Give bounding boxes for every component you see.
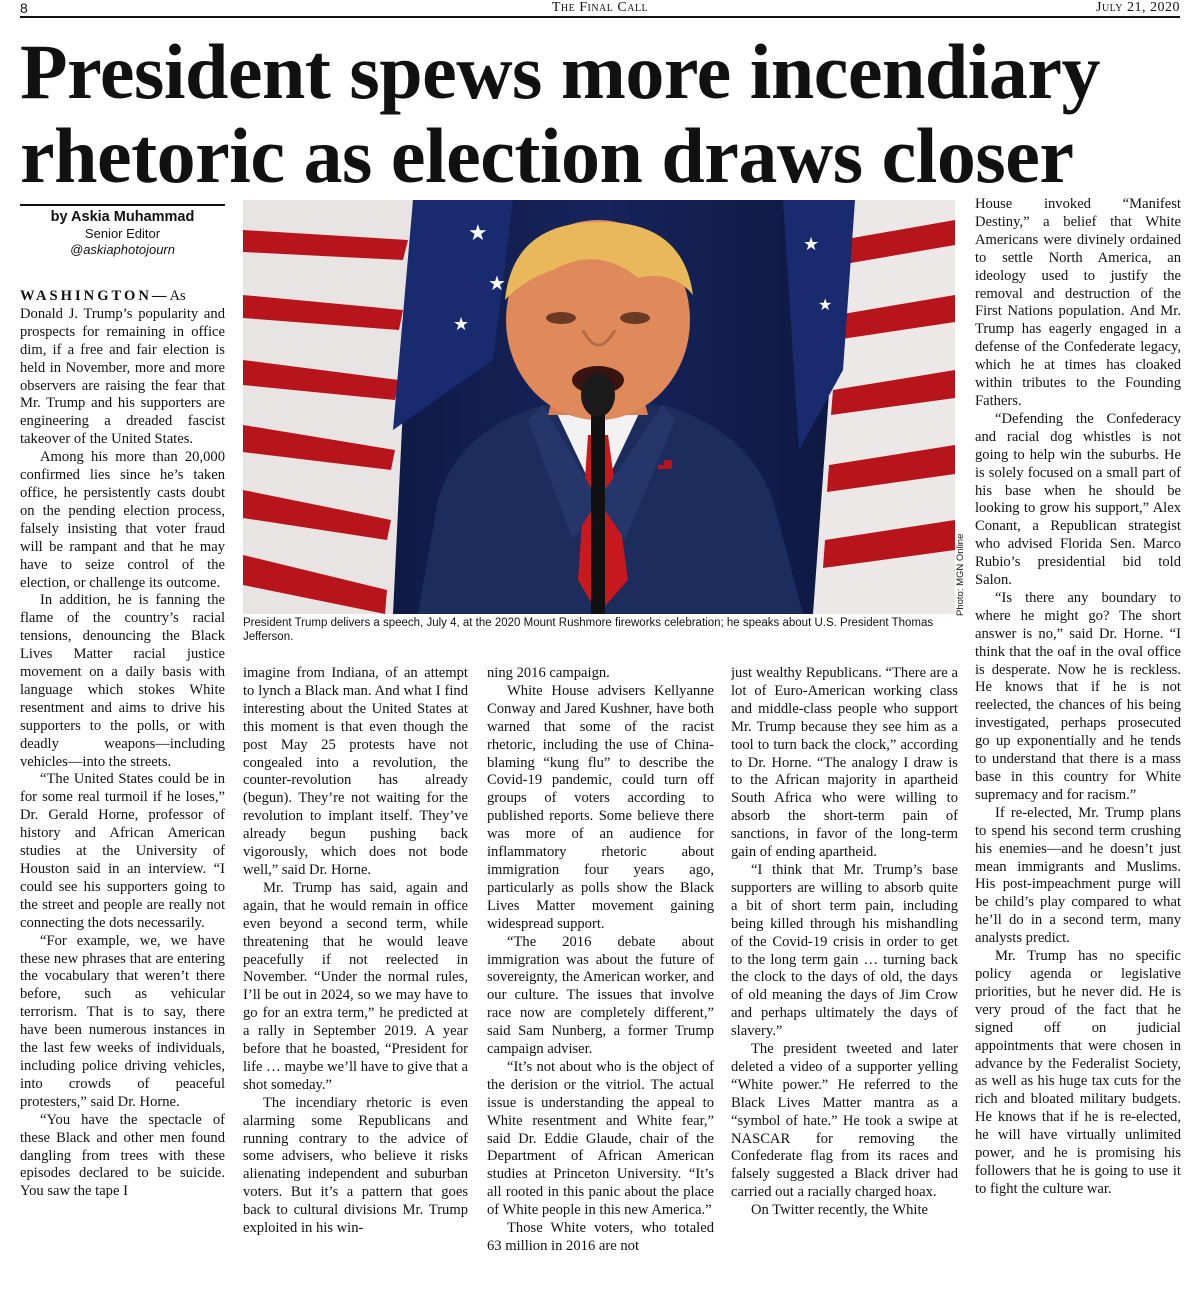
paragraph: “The United States could be in for some real turmoil if he loses,” Dr. Gerald Horne, professor of history and African American studies at the University of Houston said in an interview. “I could see his supporters going to the street and people are really not connecting the dots necessarily. (20, 771, 225, 931)
paragraph: In addition, he is fanning the flame of the country’s racial tensions, denouncing the Black Lives Matter racial justice movement on a daily basis with language which stokes White resentment and aims to drive his supporters to the polls, or with deadly weapons—including vehicles—into the streets. (20, 592, 225, 770)
paragraph: “You have the spectacle of these Black and other men found dangling from trees with these episodes declared to be suicide. You saw the tape I (20, 1111, 225, 1200)
paragraph: Among his more than 20,000 confirmed lies since he’s taken office, he persistently casts doubt on the pending election process, falsely insisting that voter fraud will be rampant and that he may have to seize control of the election, or challenge its outcome. (20, 449, 225, 591)
publication-name: The Final Call (551, 0, 649, 15)
dateline: WASHINGTON— (20, 288, 170, 304)
svg-text:★: ★ (468, 221, 488, 246)
headline (20, 30, 1190, 198)
photo-caption: President Trump delivers a speech, July 4, at the 2020 Mount Rushmore fireworks celebration; he speaks about U.S. President Thomas Jefferson. (243, 617, 934, 643)
paragraph: The president tweeted and later deleted a video of a supporter yelling “White power.” He referred to the Black Lives Matter mantra as a “symbol of hate.” He took a swipe at NASCAR for removing the Confederate flag from its races and falsely suggested a Black driver had carried out a racially charged hoax. (731, 1041, 958, 1201)
headline-line-2: rhetoric as election draws closer (20, 112, 1074, 199)
article-column-5 (975, 196, 1181, 1286)
svg-text:★: ★ (818, 295, 833, 314)
page-folio (20, 0, 1180, 18)
paragraph: Those White voters, who totaled 63 million in 2016 are not (487, 1220, 714, 1254)
paragraph: “Is there any boundary to where he might go? The short answer is no,” said Dr. Horne. “I think that the oaf in the oval office is desperate. Now he is reckless. He knows that if he is not reelected, the chances of his being investigated, perhaps prosecuted go up exponentially and he tends to understand that there is a mass base in this country for White supremacy and for racism.” (975, 589, 1181, 803)
svg-text:★: ★ (803, 234, 820, 255)
paragraph: Mr. Trump has no specific policy agenda or legislative priorities, but he never did. He is very proud of the fact that he signed off on judicial appointments that were chosen in advance by the Federalist Society, as well as his huge tax cuts for the rich and bloated military budgets. He knows that if he is re-elected, he will have virtually unlimited power, and he is promising his followers that he is going to use it to fight the culture war. (975, 948, 1181, 1197)
byline-handle: @askiaphotojourn (70, 242, 175, 257)
lead-photo-illustration (243, 200, 955, 614)
article-column-3 (487, 665, 714, 1285)
paragraph: If re-elected, Mr. Trump plans to spend his second term crushing his enemies—and he doesn’t just mean immigrants and Muslims. His post-impeachment purge will be child’s play compared to what he’ll do in a second term, many analysts predict. (975, 804, 1181, 947)
paragraph: On Twitter recently, the White (751, 1202, 929, 1219)
paragraph: “I think that Mr. Trump’s base supporters are willing to absorb quite a bit of short term pain, including being killed through his mishandling of the Covid-19 crisis in order to get to the long term gain … turning back the clock to the days of old, the days of old meaning the days of Jim Crow and perhaps ultimately the days of slavery.” (731, 861, 958, 1040)
article-column-2 (243, 665, 468, 1285)
paragraph: imagine from Indiana, of an attempt to lynch a Black man. And what I find interesting about the United States at this moment is that even though the post May 25 protests have not congealed into a revolution, the counter-revolution has already (begun). They’re not waiting for the revolution to implant itself. They’ve already begun pushing back vigorously, which does not bode well,” said Dr. Horne. (243, 665, 468, 878)
photo-credit: Photo: MGN Online (955, 533, 966, 616)
byline-role: Senior Editor (84, 226, 161, 241)
issue-date: July 21, 2020 (1096, 0, 1180, 15)
paragraph: “The 2016 debate about immigration was about the future of sovereignty, the American worker, and our culture. The issues that involve race now are completely different,” said Sam Nunberg, a former Trump campaign adviser. (487, 933, 714, 1058)
paragraph: House invoked “Manifest Destiny,” a belief that White Americans were divinely ordained to settle North America, an ideology used to justify the removal and destruction of the First Nations population. And Mr. Trump has eagerly engaged in a defense of the Confederate legacy, which he at times has cloaked within tributes to the Founding Fathers. (975, 196, 1181, 409)
lead-photo (243, 200, 955, 614)
svg-text:★: ★ (453, 314, 470, 335)
article-column-4 (731, 665, 958, 1285)
headline-line-1: President spews more incendiary (20, 28, 1101, 115)
paragraph: “Defending the Confederacy and racial dog whistles is not going to help win the suburbs. He is solely focused on a small part of his base when he should be looking to grow his support,” Alex Conant, a Republican strategist who advised Florida Sen. Marco Rubio’s presidential bid told Salon. (975, 410, 1181, 589)
page-number: 8 (20, 0, 28, 16)
byline (20, 204, 225, 258)
svg-text:★: ★ (488, 271, 506, 295)
paragraph: Mr. Trump has said, again and again, that he would remain in office even beyond a second term, while threatening that he would leave peacefully if not reelected in November. “Under the normal rules, I’ll be out in 2024, so we may have to go for an extra term,” he predicted at a rally in September 2019. A year before that he boasted, “President for life … maybe we’ll have to give that a shot someday.” (243, 879, 468, 1093)
article-lede (20, 288, 225, 449)
paragraph: As Donald J. Trump’s popularity and prospects for remaining in office dim, if a free and fair election is held in November, more and more observers are raising the fear that Mr. Trump and his supporters are engineering a dreaded fascist takeover of the United States. (20, 288, 225, 448)
article-column-1 (20, 288, 225, 1284)
paragraph: The incendiary rhetoric is even alarming some Republicans and running contrary to the advice of some advisers, who believe it risks alienating independent and suburban voters. But it’s a pattern that goes back to cultural divisions Mr. Trump exploited in his win- (243, 1094, 468, 1237)
byline-author: by Askia Muhammad (50, 209, 195, 225)
paragraph: White House advisers Kellyanne Conway and Jared Kushner, have both warned that some of the racist rhetoric, including the use of China-blaming “kung flu” to describe the Covid-19 pandemic, could turn off groups of voters according to published reports. Some believe there was more of an audience for inflammatory rhetoric about immigration four years ago, particularly as polls show the Black Lives Matter movement gaining widespread support. (487, 682, 714, 932)
paragraph: “For example, we, we have these new phrases that are entering the vocabulary that weren’t there before, such as vehicular terrorism. That is to say, there have been numerous instances in the last few weeks of individuals, including police driving vehicles, into crowds of peaceful protesters,” said Dr. Horne. (20, 932, 225, 1110)
paragraph: just wealthy Republicans. “There are a lot of Euro-American working class and middle-class people who support Mr. Trump because they see him as a tool to turn back the clock,” according to Dr. Horne. “The analogy I draw is to the African majority in apartheid South Africa who were willing to absorb the short-term pain of sanctions, in favor of the long-term gain of ending apartheid. (731, 665, 958, 861)
paragraph: ning 2016 campaign. (487, 665, 610, 681)
paragraph: “It’s not about who is the object of the derision or the vitriol. The actual issue is understanding the appeal to White resentment and White fear,” said Dr. Eddie Glaude, chair of the Department of African American studies at Princeton University. “It’s all rooted in this panic about the place of White people in this new America.” (487, 1058, 714, 1219)
